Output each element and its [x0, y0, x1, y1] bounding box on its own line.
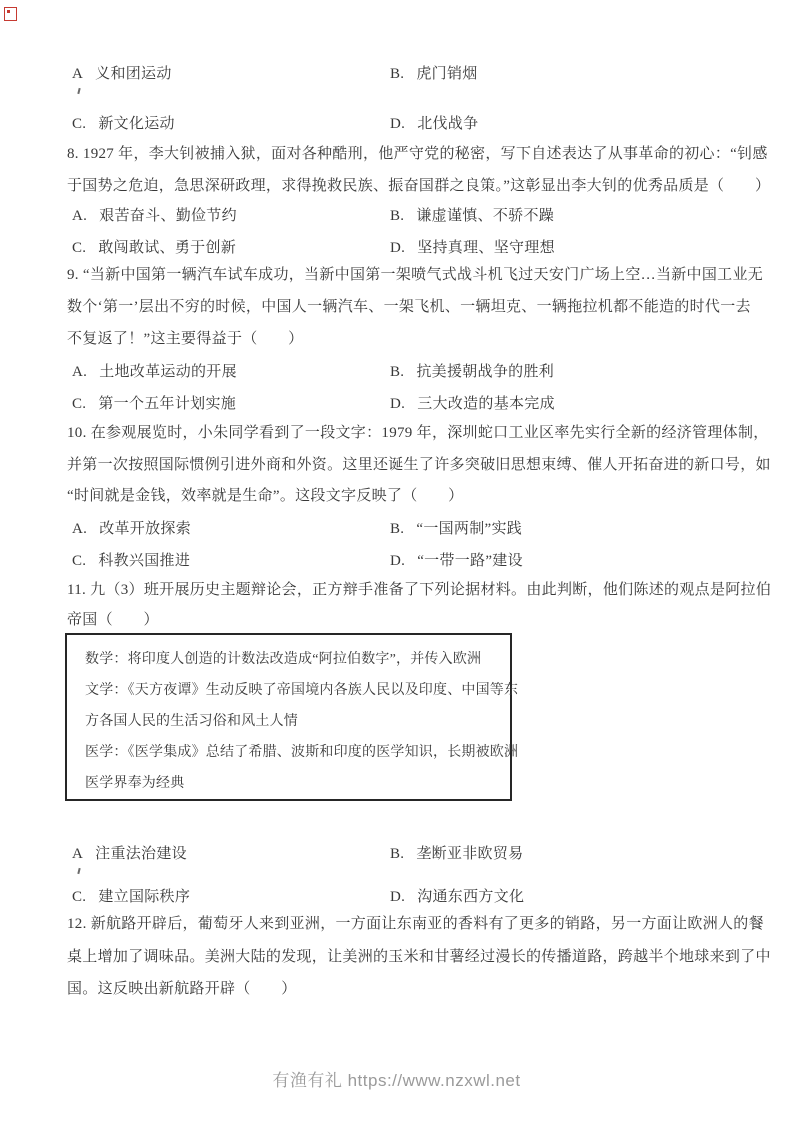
- option-label: C.: [72, 889, 87, 905]
- q11-stem-line-2: 帝国（ ）: [67, 612, 159, 628]
- option-label: D.: [390, 240, 406, 256]
- q11-option-c: [72, 885, 190, 906]
- q7-option-c: [72, 112, 175, 133]
- box-line-literature-cont: 方各国人民的生活习俗和风土人情: [85, 714, 298, 729]
- option-label: C.: [72, 553, 87, 569]
- option-text: 虎门销烟: [416, 66, 478, 82]
- option-label: D.: [390, 889, 406, 905]
- option-text: 谦虚谨慎、不骄不躁: [416, 208, 555, 224]
- q9-option-c: [72, 392, 236, 413]
- q7-option-a: [72, 62, 172, 83]
- option-label: C.: [72, 396, 87, 412]
- option-text: 坚持真理、坚守理想: [417, 240, 555, 256]
- option-text: 抗美援朝战争的胜利: [416, 364, 555, 380]
- q9-options-row-1: [0, 360, 793, 380]
- q9-stem-line-3: 不复返了！”这主要得益于（ ）: [67, 331, 304, 347]
- q7-option-b: [390, 62, 478, 83]
- q8-option-a: [72, 204, 237, 225]
- option-text: 第一个五年计划实施: [98, 396, 237, 412]
- broken-image-icon: [4, 7, 17, 21]
- stray-mark: [77, 88, 80, 94]
- q7-options-row-2: [0, 112, 793, 132]
- q10-stem-line-2: 并第一次按照国际惯例引进外商和外资。这里还诞生了许多突破旧思想束缚、催人开拓奋进的新口号，如: [67, 457, 771, 473]
- option-text: 义和团运动: [95, 66, 172, 82]
- option-label: B.: [390, 846, 405, 862]
- option-text: 注重法治建设: [95, 846, 187, 862]
- q7-options-row-1: [0, 62, 793, 82]
- q7-option-d: [390, 112, 478, 133]
- q8-stem-line-1: 8. 1927 年，李大钊被捕入狱，面对各种酷刑，他严守党的秘密，写下自述表达了从事革命的初心：“钊感: [67, 146, 768, 162]
- option-label: A.: [72, 208, 88, 224]
- q11-options-row-1: [0, 842, 793, 862]
- q11-evidence-box: [65, 633, 519, 801]
- option-label: C.: [72, 240, 87, 256]
- q9-option-b: [390, 360, 554, 381]
- option-text: “一带一路”建设: [417, 553, 523, 569]
- q10-stem-line-1: 10. 在参观展览时，小朱同学看到了一段文字：1979 年，深圳蛇口工业区率先实行全新的经济管理体制，: [67, 425, 769, 441]
- q8-option-d: [390, 236, 555, 257]
- option-label: D.: [390, 116, 406, 132]
- q10-option-d: [390, 549, 523, 570]
- option-label: A: [72, 846, 84, 862]
- option-label: B.: [390, 66, 405, 82]
- option-text: 垄断亚非欧贸易: [416, 846, 524, 862]
- q11-option-b: [390, 842, 523, 863]
- q8-stem-line-2: 于国势之危迫，急思深研政理，求得挽救民族、振奋国群之良策。”这彰显出李大钊的优秀品质是（ ）: [67, 178, 771, 194]
- q10-options-row-1: [0, 517, 793, 537]
- option-label: D.: [390, 396, 406, 412]
- option-label: A.: [72, 364, 88, 380]
- q11-stem-line-1: 11. 九（3）班开展历史主题辩论会，正方辩手准备了下列论据材料。由此判断，他们陈述的观点是阿拉伯: [67, 582, 772, 598]
- option-text: 科教兴国推进: [98, 553, 191, 569]
- option-text: 三大改造的基本完成: [417, 396, 555, 412]
- q12-stem-line-1: 12. 新航路开辟后，葡萄牙人来到亚洲，一方面让东南亚的香料有了更多的销路，另一方面让欧洲人的餐: [67, 916, 764, 932]
- box-line-medicine-cont: 医学界奉为经典: [85, 776, 185, 791]
- option-text: 北伐战争: [417, 116, 479, 132]
- option-label: C.: [72, 116, 87, 132]
- stray-mark: [77, 868, 80, 874]
- option-text: 艰苦奋斗、勤俭节约: [99, 208, 237, 224]
- q11-option-a: [72, 842, 187, 863]
- q8-options-row-1: [0, 204, 793, 224]
- option-text: 新文化运动: [98, 116, 175, 132]
- q10-options-row-2: [0, 549, 793, 569]
- box-line-math: 数学：将印度人创造的计数法改造成“阿拉伯数字”，并传入欧洲: [85, 652, 482, 667]
- option-label: A: [72, 66, 84, 82]
- option-label: A.: [72, 521, 88, 537]
- q9-stem-line-2: 数个‘第一’层出不穷的时候，中国人一辆汽车、一架飞机、一辆坦克、一辆拖拉机都不能造的时代一去: [67, 299, 751, 315]
- q10-option-a: [72, 517, 191, 538]
- option-text: 沟通东西方文化: [417, 889, 525, 905]
- q10-option-b: [390, 517, 522, 538]
- q9-options-row-2: [0, 392, 793, 412]
- option-text: 土地改革运动的开展: [99, 364, 237, 380]
- option-label: D.: [390, 553, 406, 569]
- q10-option-c: [72, 549, 190, 570]
- q9-stem-line-1: 9. “当新中国第一辆汽车试车成功，当新中国第一架喷气式战斗机飞过天安门广场上空…当新中国工业无: [67, 267, 764, 283]
- q8-option-b: [390, 204, 554, 225]
- q9-option-d: [390, 392, 555, 413]
- q9-option-a: [72, 360, 237, 381]
- option-text: 敢闯敢试、勇于创新: [98, 240, 237, 256]
- option-text: 建立国际秩序: [98, 889, 191, 905]
- q11-option-d: [390, 885, 524, 906]
- q11-options-row-2: [0, 885, 793, 905]
- q8-options-row-2: [0, 236, 793, 256]
- option-label: B.: [390, 364, 405, 380]
- box-line-medicine: 医学：《医学集成》总结了希腊、波斯和印度的医学知识，长期被欧洲: [85, 745, 519, 760]
- q12-stem-line-3: 国。这反映出新航路开辟（ ）: [67, 981, 297, 997]
- option-text: “一国两制”实践: [416, 521, 523, 537]
- option-text: 改革开放探索: [99, 521, 191, 537]
- q12-stem-line-2: 桌上增加了调味品。美洲大陆的发现，让美洲的玉米和甘薯经过漫长的传播道路，跨越半个地球来到了中: [67, 949, 771, 965]
- option-label: B.: [390, 208, 405, 224]
- q8-option-c: [72, 236, 236, 257]
- watermark-footer: 有渔有礼 https://www.nzxwl.net: [272, 1071, 521, 1090]
- option-label: B.: [390, 521, 405, 537]
- box-line-literature: 文学：《天方夜谭》生动反映了帝国境内各族人民以及印度、中国等东: [85, 683, 519, 698]
- q10-stem-line-3: “时间就是金钱，效率就是生命”。这段文字反映了（ ）: [67, 488, 464, 504]
